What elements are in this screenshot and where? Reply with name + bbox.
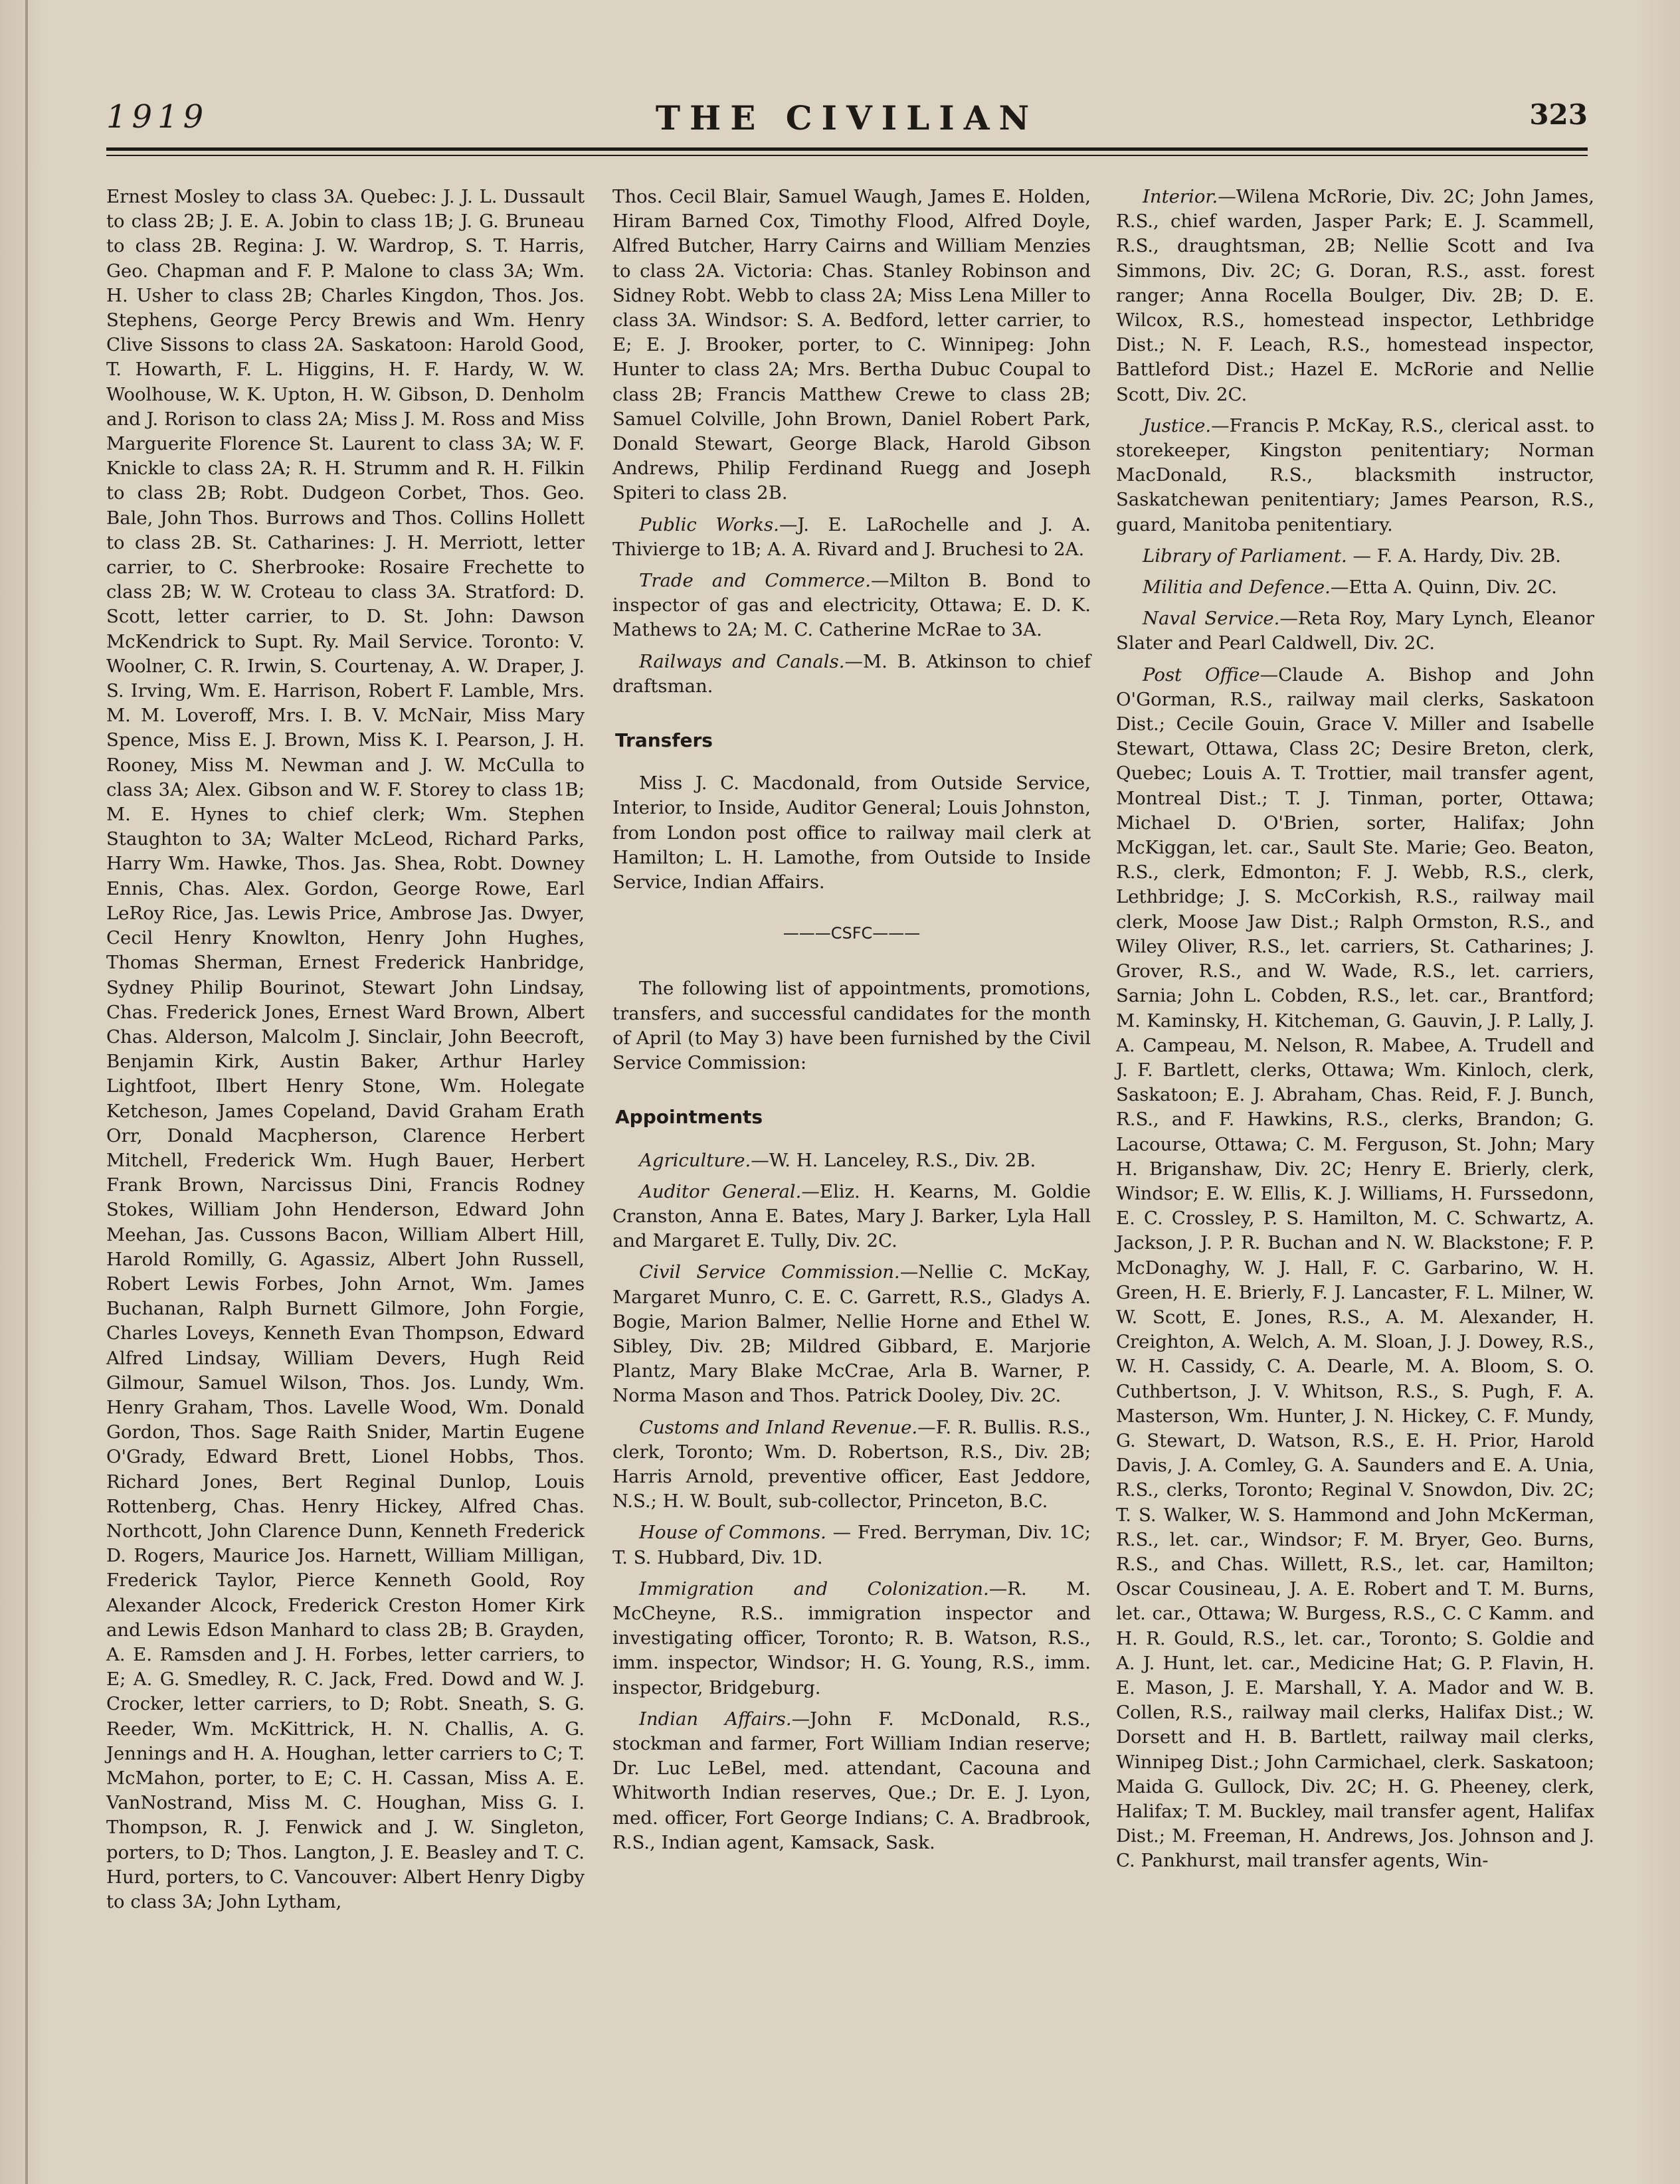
csfc-separator: ———CSFC——— — [783, 924, 921, 943]
transfers-text: Miss J. C. Macdonald, from Outside Service, Interior, to Inside, Auditor General; Louis Johnston, from London post office to railway mail clerk at Hamilton; L. H. Lamothe, from Outside to Inside Service, Indian Affairs. — [612, 773, 1091, 893]
library-heading: Library of Parliament. — [1143, 545, 1347, 567]
justice-entry: Justice.—Francis P. McKay, R.S., clerical asst. to storekeeper, Kingston penitentiary; Norman MacDonald, R.S., blacksmith instructor, Saskatchewan penitentiary; James Pearson, R.S., guard, Manitoba penitentiary. — [1116, 414, 1594, 535]
auditor-general-heading: Auditor General. — [639, 1180, 802, 1202]
column-2 — [612, 185, 1091, 1862]
house-of-commons-entry: House of Commons. — Fred. Berryman, Div. 1C; T. S. Hubbard, Div. 1D. — [612, 1522, 1091, 1568]
page-binding-edge — [25, 0, 28, 2184]
trade-commerce-entry: Trade and Commerce.—Milton B. Bond to inspector of gas and electricity, Ottawa; E. D. K. Mathews to 2A; M. C. Catherine McRae to 3A. — [612, 570, 1091, 641]
promotions-continued-text: Ernest Mosley to class 3A. Quebec: J. J. L. Dussault to class 2B; J. E. A. Jobin to class 1B; J. G. Bruneau to class 2B. Regina: J. W. Wardrop, S. T. Harris, Geo. Chapman and F. P. Malone to class 3A; Wm. H. Usher to class 2B; Charles Kingdon, Thos. Jos. Stephens, George Percy Brewis and Wm. Henry Clive Sissons to class 2A. Saskatoon: Harold Good, T. Howarth, F. L. Higgins, H. F. Hardy, W. W. Woolhouse, W. K. Upton, H. W. Gibson, D. Denholm and J. Rorison to class 2A; Miss J. M. Ross and Miss Marguerite Florence St. Laurent to class 3A; W. F. Knickle to class 2A; R. H. Strumm and R. H. Filkin to class 2B; Robt. Dudgeon Corbet, Thos. Geo. Bale, John Thos. Burrows and Thos. Collins Hollett to class 2B. St. Catharines: J. H. Merriott, letter carrier, to C. Sherbrooke: Rosaire Frechette to class 2B; W. W. Croteau to class 3A. Stratford: D. Scott, letter carrier, to D. St. John: Dawson McKendrick to Supt. Ry. Mail Service. Toronto: V. Woolner, C. R. Irwin, S. Courtenay, A. W. Draper, J. S. Irving, Wm. E. Harrison, Robert F. Lamble, Mrs. M. M. Loveroff, Mrs. I. B. V. McNair, Miss Mary Spence, Miss E. J. Brown, Miss K. I. Pearson, J. H. Rooney, Miss M. Newman and J. W. McCulla to class 3A; Alex. Gibson and W. F. Storey to class 1B; M. E. Hynes to chief clerk; Wm. Stephen Staughton to 3A; Walter McLeod, Richard Parks, Harry Wm. Hawke, Thos. Jas. Shea, Robt. Downey Ennis, Chas. Alex. Gordon, George Rowe, Earl LeRoy Rice, Jas. Lewis Price, Ambrose Jas. Dwyer, Cecil Henry Knowlton, Henry John Hughes, Thomas Sherman, Ernest Frederick Hanbridge, Sydney Philip Bourinot, Stewart John Lindsay, Chas. Frederick Jones, Ernest Ward Brown, Albert Chas. Alderson, Malcolm J. Sinclair, John Beecroft, Benjamin Kirk, Austin Baker, Arthur Harley Lightfoot, Ilbert Henry Stone, Wm. Holegate Ketcheson, James Copeland, David Graham Erath Orr, Donald Macpherson, Clarence Herbert Mitchell, Frederick Wm. Hugh Bauer, Herbert Frank Brown, Narcissus Dini, Francis Rodney Stokes, William John Henderson, Edward John Meehan, Jas. Cussons Bacon, William Albert Hill, Harold Romilly, G. Agassiz, Albert John Russell, Robert Lewis Forbes, John Arnot, Wm. James Buchanan, Ralph Burnett Gilmore, John Forgie, Charles Loveys, Kenneth Evan Thompson, Edward Alfred Lindsay, William Devers, Hugh Reid Gilmour, Samuel Wilson, Thos. Jos. Lundy, Wm. Henry Graham, Thos. Lavelle Wood, Wm. Donald Gordon, Thos. Sage Raith Snider, Martin Eugene O'Grady, Edward Brett, Lionel Hobbs, Thos. Richard Jones, Bert Reginal Dunlop, Louis Rottenberg, Chas. Henry Hickey, Alfred Chas. Northcott, John Clarence Dunn, Kenneth Frederick D. Rogers, Maurice Jos. Harnett, William Milligan, Frederick Taylor, Pierce Kenneth Goold, Roy Alexander Alcock, Frederick Creston Homer Kirk and Lewis Edson Manhard to class 2B; B. Grayden, A. E. Ramsden and J. H. Forbes, letter carriers, to E; A. G. Smedley, R. C. Jack, Fred. Dowd and W. J. Crocker, letter carriers, to D; Robt. Sneath, S. G. Reeder, Wm. McKittrick, H. N. Challis, A. G. Jennings and H. A. Houghan, letter carriers to C; T. McMahon, porter, to E; C. H. Cassan, Miss A. E. VanNostrand, Miss M. C. Houghan, Miss G. I. Thompson, R. J. Fenwick and J. W. Singleton, porters, to D; Thos. Langton, J. E. Beasley and T. C. Hurd, porters, to C. Vancouver: Albert Henry Digby to class 3A; John Lytham, — [106, 186, 585, 1913]
customs-entry: Customs and Inland Revenue.—F. R. Bullis. R.S., clerk, Toronto; Wm. D. Robertson, R.S., Div. 2B; Harris Arnold, preventive officer, East Jeddore, N.S.; H. W. Boult, sub-collector, Princeton, B.C. — [612, 1416, 1091, 1512]
indian-affairs-entry: Indian Affairs.—John F. McDonald, R.S., stockman and farmer, Fort William Indian reserve; Dr. Luc LeBel, med. attendant, Cacouna and Whitworth Indian reserves, Que.; Dr. E. J. Lyon, med. officer, Fort George Indians; C. A. Bradbrook, R.S., Indian agent, Kamsack, Sask. — [612, 1708, 1091, 1853]
interior-heading: Interior. — [1143, 186, 1218, 207]
post-office-entry: Post Office—Claude A. Bishop and John O'Gorman, R.S., railway mail clerks, Saskatoon Dist.; Cecile Gouin, Grace V. Miller and Isabelle Stewart, Ottawa, Class 2C; Desire Breton, clerk, Quebec; Louis A. T. Trottier, mail transfer agent, Montreal Dist.; T. J. Tinman, porter, Ottawa; Michael D. O'Brien, sorter, Halifax; John McKiggan, let. car., Sault Ste. Marie; Geo. Beaton, R.S., clerk, Edmonton; F. J. Webb, R.S., clerk, Lethbridge; J. S. McCorkish, R.S., railway mail clerk, Moose Jaw Dist.; Ralph Ormston, R.S., and Wiley Oliver, R.S., let. carriers, St. Catharines; J. Grover, R.S., and W. Wade, R.S., let. carriers, Sarnia; John L. Cobden, R.S., let. car., Brantford; M. Kaminsky, H. Kitcheman, G. Gauvin, J. P. Lally, J. A. Campeau, M. Nelson, R. Mabee, A. Trudell and J. F. Bartlett, clerks, Ottawa; Wm. Kinloch, clerk, Saskatoon; E. J. Abraham, Chas. Reid, F. J. Bunch, R.S., and F. Hawkins, R.S., clerks, Brandon; G. Lacourse, Ottawa; C. M. Ferguson, St. John; Mary H. Briganshaw, Div. 2C; Henry E. Brierly, clerk, Windsor; E. W. Ellis, K. J. Williams, H. Furssedonn, E. C. Crossley, P. S. Hamilton, M. C. Schwartz, A. Jackson, J. P. R. Buchan and N. W. Blackstone; F. P. McDonaghy, W. J. Hall, F. C. Garbarino, W. H. Green, H. E. Brierly, F. J. Lancaster, F. L. Milner, W. W. Scott, E. Jones, R.S., A. M. Alexander, H. Creighton, A. Welch, A. M. Sloan, J. J. Dowey, R.S., W. H. Cassidy, C. A. Dearle, M. A. Bloom, S. O. Cuthbertson, J. V. Whitson, R.S., S. Pugh, F. A. Masterson, Wm. Hunter, J. N. Hickey, C. F. Mundy, G. Stewart, D. Watson, R.S., E. H. Prior, Harold Davis, J. A. Comley, G. A. Saunders and E. A. Unia, R.S., clerks, Toronto; Reginal V. Snowdon, Div. 2C; T. S. Walker, W. S. Hammond and John McKerman, R.S., let. car., Windsor; F. M. Bryer, Geo. Burns, R.S., and Chas. Willett, R.S., let. car, Hamilton; Oscar Cousineau, J. A. E. Robert and T. M. Burns, let. car., Ottawa; W. Burgess, R.S., C. C Kamm. and H. R. Gould, R.S., let. car., Toronto; S. Goldie and A. J. Hunt, let. car., Medicine Hat; G. P. Flavin, H. E. Mason, J. E. Marshall, Y. A. Mador and W. B. Collen, R.S., railway mail clerks, Halifax Dist.; W. Dorsett and H. B. Bartlett, railway mail clerks, Winnipeg Dist.; John Carmichael, clerk. Saskatoon; Maida G. Gullock, Div. 2C; H. G. Pheeney, clerk, Halifax; T. M. Buckley, mail transfer agent, Halifax Dist.; M. Freeman, H. Andrews, Jos. Johnson and J. C. Pankhurst, mail transfer agents, Win- — [1116, 664, 1594, 1872]
header-year: 1919 — [106, 98, 209, 136]
justice-heading: Justice. — [1143, 414, 1212, 436]
civil-service-commission-heading: Civil Service Commission. — [639, 1261, 900, 1283]
interior-entry: Interior.—Wilena McRorie, Div. 2C; John James, R.S., chief warden, Jasper Park; E. J. Scammell, R.S., draughtsman, 2B; Nellie Scott and Iva Simmons, Div. 2C; G. Doran, R.S., asst. forest ranger; Anna Rocella Boulger, Div. 2B; D. E. Wilcox, R.S., homestead inspector, Lethbridge Dist.; N. F. Leach, R.S., homestead inspector, Battleford Dist.; Hazel E. McRorie and Nellie Scott, Div. 2C. — [1116, 186, 1594, 405]
agriculture-heading: Agriculture. — [639, 1149, 751, 1171]
trade-commerce-heading: Trade and Commerce. — [639, 570, 871, 592]
header-rule-thick — [106, 147, 1588, 151]
page-header — [106, 93, 1588, 139]
militia-heading: Militia and Defence. — [1143, 577, 1331, 598]
house-of-commons-heading: House of Commons. — [639, 1522, 826, 1544]
indian-affairs-heading: Indian Affairs. — [639, 1708, 792, 1730]
public-works-heading: Public Works. — [639, 513, 779, 535]
column-3 — [1116, 185, 1594, 1880]
immigration-heading: Immigration and Colonization. — [639, 1578, 989, 1599]
naval-heading: Naval Service. — [1143, 608, 1280, 630]
publication-title: THE CIVILIAN — [655, 98, 1039, 137]
appointments-heading: Appointments — [615, 1106, 763, 1129]
public-works-entry: Public Works.—J. E. LaRochelle and J. A. Thivierge to 1B; A. A. Rivard and J. Bruchesi to 2A. — [612, 513, 1091, 560]
auditor-general-entry: Auditor General.—Eliz. H. Kearns, M. Goldie Cranston, Anna E. Bates, Mary J. Barker, Lyla Hall and Margaret E. Tully, Div. 2C. — [612, 1180, 1091, 1252]
post-office-heading: Post Office — [1143, 664, 1260, 685]
page-number: 323 — [1529, 98, 1588, 131]
railways-canals-heading: Railways and Canals. — [639, 650, 845, 672]
railways-canals-entry: Railways and Canals.—M. B. Atkinson to chief draftsman. — [612, 650, 1091, 697]
agriculture-entry: Agriculture.—W. H. Lanceley, R.S., Div. 2B. — [639, 1149, 1036, 1171]
library-entry: Library of Parliament. — F. A. Hardy, Div. 2B. — [1143, 545, 1561, 567]
customs-heading: Customs and Inland Revenue. — [639, 1416, 918, 1438]
intro-text: The following list of appointments, promotions, transfers, and successful candidates for the month of April (to May 3) have been furnished by the Civil Service Commission: — [612, 978, 1091, 1074]
civil-service-commission-entry: Civil Service Commission.—Nellie C. McKay, Margaret Munro, C. E. C. Garrett, R.S., Gladys A. Bogie, Marion Balmer, Nellie Horne and Ethel W. Sibley, Div. 2B; Mildred Gibbard, E. Marjorie Plantz, Mary Blake McCrae, Arla B. Warner, P. Norma Mason and Thos. Patrick Dooley, Div. 2C. — [612, 1261, 1091, 1407]
militia-entry: Militia and Defence.—Etta A. Quinn, Div. 2C. — [1143, 577, 1557, 598]
transfers-heading: Transfers — [615, 729, 713, 752]
header-rule-thin — [106, 155, 1588, 156]
naval-entry: Naval Service.—Reta Roy, Mary Lynch, Eleanor Slater and Pearl Caldwell, Div. 2C. — [1116, 608, 1594, 654]
immigration-entry: Immigration and Colonization.—R. M. McCheyne, R.S.. immigration inspector and investigating officer, Toronto; R. B. Watson, R.S., imm. inspector, Windsor; H. G. Young, R.S., imm. inspector, Bridgeburg. — [612, 1578, 1091, 1698]
column-1 — [106, 185, 585, 1921]
promotions-continued-text-2: Thos. Cecil Blair, Samuel Waugh, James E. Holden, Hiram Barned Cox, Timothy Flood, Alfred Doyle, Alfred Butcher, Harry Cairns and William Menzies to class 2A. Victoria: Chas. Stanley Robinson and Sidney Robt. Webb to class 2A; Miss Lena Miller to class 3A. Windsor: S. A. Bedford, letter carrier, to E; E. J. Brooker, porter, to C. Winnipeg: John Hunter to class 2A; Mrs. Bertha Dubuc Coupal to class 2B; Francis Matthew Crewe to class 2B; Samuel Colville, John Brown, Daniel Robert Park, Donald Stewart, George Black, Harold Gibson Andrews, Philip Ferdinand Ruegg and Joseph Spiteri to class 2B. — [612, 186, 1091, 504]
